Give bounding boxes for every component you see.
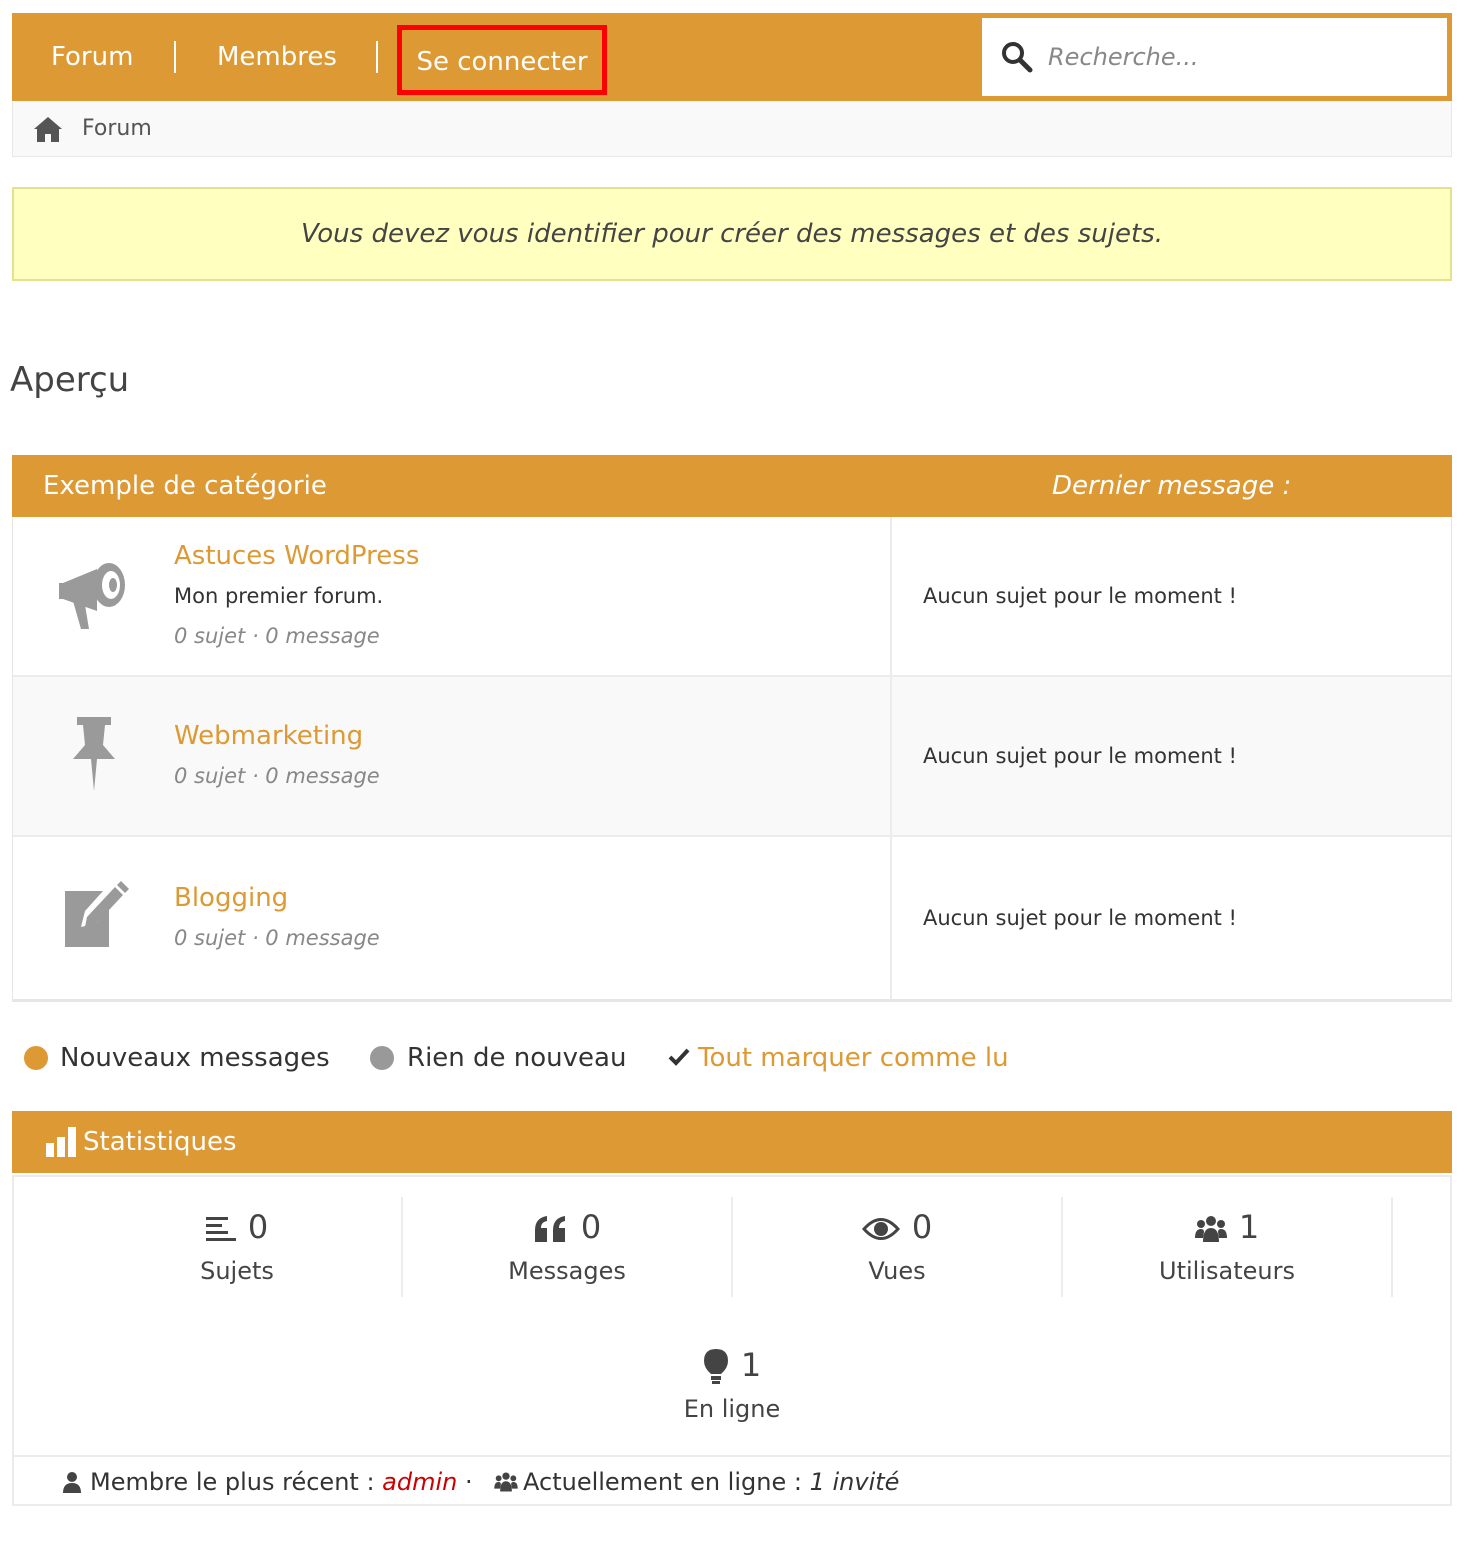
category-header: [12, 455, 1452, 517]
stat-messages-label: Messages: [508, 1257, 626, 1285]
login-notice: Vous devez vous identifier pour créer des messages et des sujets.: [12, 187, 1452, 281]
forum-title-link[interactable]: Astuces WordPress: [174, 541, 420, 571]
category-title[interactable]: Exemple de catégorie: [43, 471, 327, 501]
stats-header: [12, 1111, 1452, 1173]
forum-title-link[interactable]: Blogging: [174, 883, 289, 913]
stat-divider: [1391, 1197, 1393, 1297]
forum-last-message: Aucun sujet pour le moment !: [923, 906, 1237, 930]
stat-views-label: Vues: [868, 1257, 926, 1285]
newest-member-label: Membre le plus récent :: [90, 1468, 375, 1496]
stats-title: Statistiques: [83, 1127, 237, 1157]
column-divider: [890, 517, 892, 675]
stat-online-value: 1: [740, 1346, 762, 1384]
edit-icon: [57, 877, 129, 953]
stat-views-value: 0: [911, 1208, 933, 1246]
users-online-icon: [494, 1471, 518, 1493]
stat-users-label: Utilisateurs: [1159, 1257, 1295, 1285]
forum-table: [12, 517, 1452, 1002]
search-icon[interactable]: [1000, 40, 1034, 74]
newest-member-link[interactable]: admin: [382, 1468, 458, 1496]
eye-icon: [862, 1216, 900, 1242]
list-icon: [206, 1215, 236, 1243]
top-nav-bar: [12, 13, 1452, 101]
forum-row: [13, 677, 1451, 837]
checkmark-icon: [668, 1047, 690, 1067]
quote-icon: [533, 1214, 569, 1244]
mark-all-read-label[interactable]: Tout marquer comme lu: [698, 1043, 1009, 1073]
newest-member-line: Membre le plus récent : admin ·: [90, 1468, 473, 1496]
user-icon: [62, 1471, 82, 1493]
legend-none-label: Rien de nouveau: [407, 1043, 627, 1073]
stat-online-label: En ligne: [683, 1395, 781, 1423]
forum-last-message: Aucun sujet pour le moment !: [923, 744, 1237, 768]
forum-stats: 0 sujet · 0 message: [174, 926, 380, 950]
stat-online: [567, 1345, 897, 1423]
stat-topics-value: 0: [247, 1208, 269, 1246]
column-divider: [890, 837, 892, 999]
stat-users: [1062, 1207, 1392, 1285]
forum-stats: 0 sujet · 0 message: [174, 624, 380, 648]
legend-new-label: Nouveaux messages: [60, 1043, 330, 1073]
megaphone-icon: [57, 555, 129, 631]
lightbulb-icon: [703, 1348, 729, 1386]
page-title: Aperçu: [10, 360, 130, 400]
stat-users-value: 1: [1238, 1208, 1260, 1246]
breadcrumb: [12, 101, 1452, 157]
no-new-dot-icon: [370, 1046, 394, 1070]
nav-separator: [376, 41, 378, 73]
new-messages-dot-icon: [24, 1046, 48, 1070]
stat-views: [732, 1207, 1062, 1285]
nav-forum-link[interactable]: Forum: [51, 42, 134, 72]
stats-footer: [14, 1455, 1450, 1506]
stat-messages: [402, 1207, 732, 1285]
stat-topics: [72, 1207, 402, 1285]
nav-members-link[interactable]: Membres: [217, 42, 337, 72]
forum-row: [13, 837, 1451, 999]
search-input[interactable]: [1048, 36, 1428, 78]
home-icon[interactable]: [33, 115, 63, 143]
bar-chart-icon: [46, 1127, 80, 1157]
nav-login-link[interactable]: Se connecter: [397, 25, 607, 95]
online-now-line: [523, 1457, 899, 1507]
column-divider: [890, 677, 892, 835]
search-box[interactable]: [982, 18, 1447, 96]
mark-all-read-link[interactable]: [668, 1040, 1028, 1076]
forum-title-link[interactable]: Webmarketing: [174, 721, 364, 751]
online-now-label: Actuellement en ligne :: [523, 1468, 802, 1496]
pushpin-icon: [57, 715, 129, 791]
online-now-value: 1 invité: [809, 1468, 900, 1496]
stat-topics-label: Sujets: [200, 1257, 274, 1285]
nav-separator: [174, 41, 176, 73]
forum-last-message: Aucun sujet pour le moment !: [923, 584, 1237, 608]
stat-messages-value: 0: [580, 1208, 602, 1246]
breadcrumb-forum-link[interactable]: Forum: [82, 116, 152, 141]
forum-description: Mon premier forum.: [174, 584, 384, 608]
last-message-header: Dernier message :: [1052, 471, 1292, 501]
forum-stats: 0 sujet · 0 message: [174, 764, 380, 788]
forum-row: [13, 517, 1451, 677]
users-icon: [1195, 1214, 1227, 1244]
stats-box: [12, 1175, 1452, 1506]
